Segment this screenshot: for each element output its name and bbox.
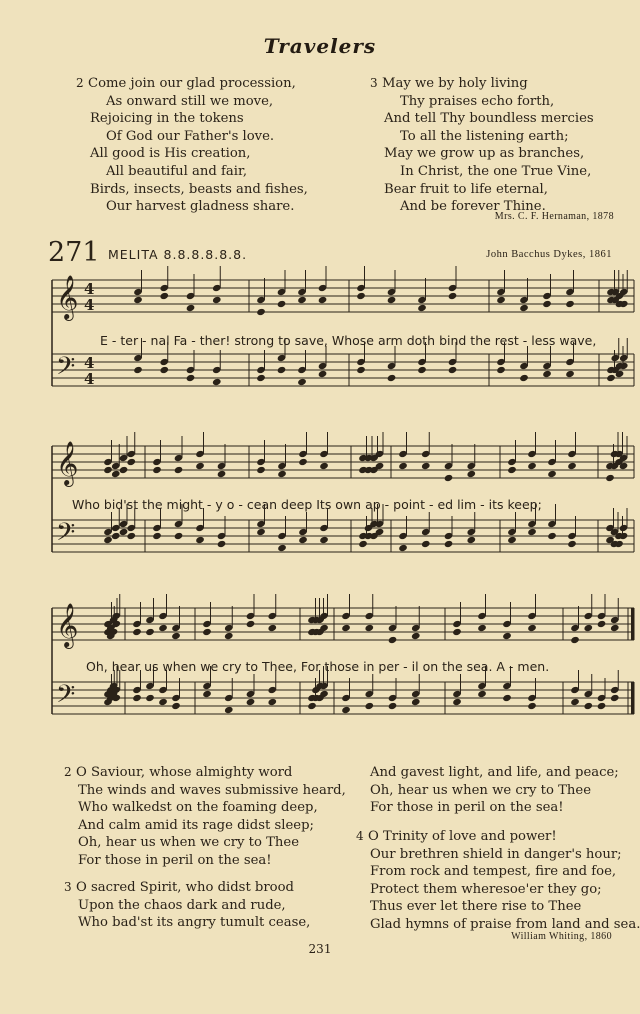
time-signature-bottom: 4	[84, 370, 95, 388]
note-head	[583, 624, 593, 632]
stanza-line: And gavest light, and life, and peace;	[370, 765, 619, 780]
note-head	[152, 532, 162, 540]
note-head	[159, 366, 169, 374]
stanza-line: Bear fruit to life eternal,	[384, 181, 548, 197]
note-head	[217, 540, 227, 548]
stanza-3-continued	[370, 764, 619, 817]
stanza-line: Rejoicing in the tokens	[90, 111, 244, 127]
note-head	[174, 466, 184, 474]
stanza-line: From rock and tempest, fire and foe,	[370, 864, 617, 880]
note-head	[507, 536, 517, 544]
note-head	[195, 462, 205, 470]
note-head	[466, 470, 476, 478]
note-head	[224, 706, 234, 714]
lyrics-system-2: Who bid'st the might - y o - cean deep Its own ap - point - ed lim - its keep;	[72, 497, 542, 512]
stanza-line: Our harvest gladness share.	[106, 199, 295, 215]
note-head	[527, 624, 537, 632]
note-head	[319, 462, 329, 470]
stanza-line: Who bad'st its angry tumult cease,	[78, 915, 311, 931]
note-head	[267, 624, 277, 632]
note-head	[171, 632, 181, 640]
note-head	[298, 536, 308, 544]
stanza-line: Oh, hear us when we cry to Thee	[370, 782, 592, 798]
note-head	[502, 694, 512, 702]
note-head	[133, 366, 143, 374]
note-head	[307, 702, 317, 710]
note-head	[448, 292, 458, 300]
note-head	[298, 458, 308, 466]
note-head	[565, 300, 575, 308]
stanza-line: As onward still we move,	[106, 93, 274, 109]
note-head	[567, 462, 577, 470]
prev-stanza-3	[370, 75, 594, 216]
note-head	[452, 698, 462, 706]
note-head	[202, 690, 212, 698]
note-head	[224, 632, 234, 640]
note-head	[542, 300, 552, 308]
bass-clef-icon: 𝄢	[56, 518, 76, 553]
note-head	[119, 528, 129, 536]
note-head	[318, 370, 328, 378]
note-head	[364, 624, 374, 632]
stanza-line: O Saviour, whose almighty word	[76, 765, 293, 780]
note-head	[547, 532, 557, 540]
note-head	[195, 536, 205, 544]
note-head	[444, 540, 454, 548]
note-head	[246, 620, 256, 628]
note-head	[126, 458, 136, 466]
note-head	[133, 296, 143, 304]
note-head	[411, 632, 421, 640]
note-head	[542, 370, 552, 378]
note-head	[246, 698, 256, 706]
note-head	[398, 544, 408, 552]
note-head	[388, 636, 398, 644]
stanza-line: Of God our Father's love.	[106, 128, 275, 144]
tune-name: MELITA 8.8.8.8.8.8.	[108, 247, 248, 262]
note-head	[297, 378, 307, 386]
note-head	[256, 466, 266, 474]
note-head	[496, 366, 506, 374]
note-head	[356, 292, 366, 300]
stanza-number: 2	[76, 76, 84, 90]
note-head	[186, 374, 196, 382]
stanza-line: Glad hymns of praise from land and sea.	[370, 916, 640, 932]
note-head	[145, 694, 155, 702]
time-signature-top: 4	[84, 354, 95, 372]
stanza-line: And be forever Thine.	[400, 199, 546, 215]
stanza-line: Birds, insects, beasts and fishes,	[90, 181, 308, 197]
note-head	[174, 532, 184, 540]
final-barline-thick	[631, 682, 635, 714]
stanza-line: And calm amid its rage didst sleep;	[78, 817, 314, 833]
stanza-line: May we grow up as branches,	[384, 146, 585, 162]
note-head	[297, 296, 307, 304]
note-head	[527, 702, 537, 710]
note-head	[387, 374, 397, 382]
stanza-line: The winds and waves submissive heard,	[78, 782, 346, 798]
note-head	[217, 470, 227, 478]
note-head	[477, 690, 487, 698]
stanza-line: For those in peril on the sea!	[78, 852, 272, 868]
note-head	[119, 466, 129, 474]
note-head	[277, 544, 287, 552]
final-barline-thick	[631, 608, 635, 640]
hymn-author: William Whiting, 1860	[511, 931, 612, 942]
stanza-line: All good is His creation,	[90, 146, 251, 162]
note-head	[597, 702, 607, 710]
note-head	[565, 370, 575, 378]
note-head	[277, 300, 287, 308]
note-head	[527, 462, 537, 470]
note-head	[111, 532, 121, 540]
note-head	[212, 296, 222, 304]
note-head	[158, 624, 168, 632]
hymn-number: 271	[48, 237, 100, 268]
time-signature-bottom: 4	[84, 296, 95, 314]
lyrics-system-3: Oh, hear us when we cry to Thee, For those in per - il on the sea. A - men.	[86, 659, 550, 674]
note-head	[605, 474, 615, 482]
note-head	[158, 698, 168, 706]
note-head	[444, 474, 454, 482]
note-head	[111, 470, 121, 478]
stanza-line: Our brethren shield in danger's hour;	[370, 846, 622, 862]
stanza-line: Thus ever let there rise to Thee	[370, 899, 582, 915]
note-head	[477, 624, 487, 632]
time-signature-top: 4	[84, 280, 95, 298]
stanza-line: Upon the chaos dark and rude,	[78, 897, 286, 913]
stanza-line: O Trinity of love and power!	[368, 829, 557, 844]
treble-clef-icon: 𝄞	[56, 275, 79, 319]
note-head	[364, 702, 374, 710]
lyrics-system-1: E - ter - nal Fa - ther! strong to save, Whose arm doth bind the rest - less wave,	[100, 333, 597, 348]
note-head	[567, 540, 577, 548]
note-head	[341, 624, 351, 632]
note-head	[159, 292, 169, 300]
stanza-line: May we by holy living	[382, 76, 528, 91]
note-head	[186, 304, 196, 312]
stanza-line: O sacred Spirit, who didst brood	[76, 880, 294, 895]
note-head	[387, 296, 397, 304]
stanza-line: Protect them wheresoe'er they go;	[370, 881, 602, 897]
treble-clef-icon: 𝄞	[56, 603, 79, 647]
section-title: Travelers	[263, 34, 377, 58]
note-head	[570, 636, 580, 644]
stanza-2	[64, 764, 346, 870]
note-head	[421, 540, 431, 548]
stanza-line: Come join our glad procession,	[88, 76, 296, 91]
stanza-line: Who walkedst on the foaming deep,	[78, 800, 318, 816]
note-head	[267, 698, 277, 706]
note-head	[388, 702, 398, 710]
stanza-line: In Christ, the one True Vine,	[400, 163, 592, 179]
note-head	[202, 628, 212, 636]
note-head	[356, 366, 366, 374]
note-head	[466, 536, 476, 544]
stanza-number: 3	[64, 880, 72, 894]
note-head	[547, 470, 557, 478]
treble-clef-icon: 𝄞	[56, 441, 79, 485]
note-head	[277, 470, 287, 478]
stanza-number: 4	[356, 829, 364, 843]
note-head	[126, 532, 136, 540]
stanza-line: For those in peril on the sea!	[370, 800, 564, 816]
stanza-line: All beautiful and fair,	[106, 163, 248, 179]
note-head	[132, 628, 142, 636]
note-head	[212, 378, 222, 386]
note-head	[318, 296, 328, 304]
bass-clef-icon: 𝄢	[56, 352, 76, 387]
note-head	[398, 462, 408, 470]
note-head	[606, 374, 616, 382]
note-head	[103, 536, 113, 544]
note-head	[507, 466, 517, 474]
note-head	[448, 366, 458, 374]
note-head	[502, 632, 512, 640]
note-head	[341, 706, 351, 714]
note-head	[519, 374, 529, 382]
note-head	[145, 628, 155, 636]
note-head	[103, 466, 113, 474]
stanza-line: To all the listening earth;	[400, 128, 569, 144]
stanza-number: 2	[64, 765, 72, 779]
page-number: 231	[308, 942, 332, 956]
prev-hymn-author: Mrs. C. F. Hernaman, 1878	[494, 211, 614, 222]
stanza-number: 3	[370, 76, 378, 90]
note-head	[277, 366, 287, 374]
note-head	[610, 694, 620, 702]
stanza-line: Thy praises echo forth,	[400, 93, 555, 109]
note-head	[411, 698, 421, 706]
note-head	[570, 698, 580, 706]
note-head	[417, 366, 427, 374]
bass-clef-icon: 𝄢	[56, 680, 76, 715]
note-head	[417, 304, 427, 312]
stanza-3	[64, 879, 311, 932]
note-head	[256, 528, 266, 536]
note-head	[496, 296, 506, 304]
note-head	[152, 466, 162, 474]
note-head	[256, 308, 266, 316]
note-head	[421, 462, 431, 470]
prev-stanza-2	[76, 75, 308, 216]
stanza-4	[356, 828, 640, 934]
note-head	[132, 694, 142, 702]
note-head	[519, 304, 529, 312]
note-head	[597, 620, 607, 628]
note-head	[583, 702, 593, 710]
stanza-line: And tell Thy boundless mercies	[384, 111, 594, 127]
note-head	[527, 528, 537, 536]
composer: John Bacchus Dykes, 1861	[486, 249, 612, 260]
note-head	[358, 540, 368, 548]
note-head	[256, 374, 266, 382]
note-head	[452, 628, 462, 636]
note-head	[610, 624, 620, 632]
note-head	[319, 536, 329, 544]
stanza-line: Oh, hear us when we cry to Thee	[78, 835, 300, 851]
note-head	[171, 702, 181, 710]
